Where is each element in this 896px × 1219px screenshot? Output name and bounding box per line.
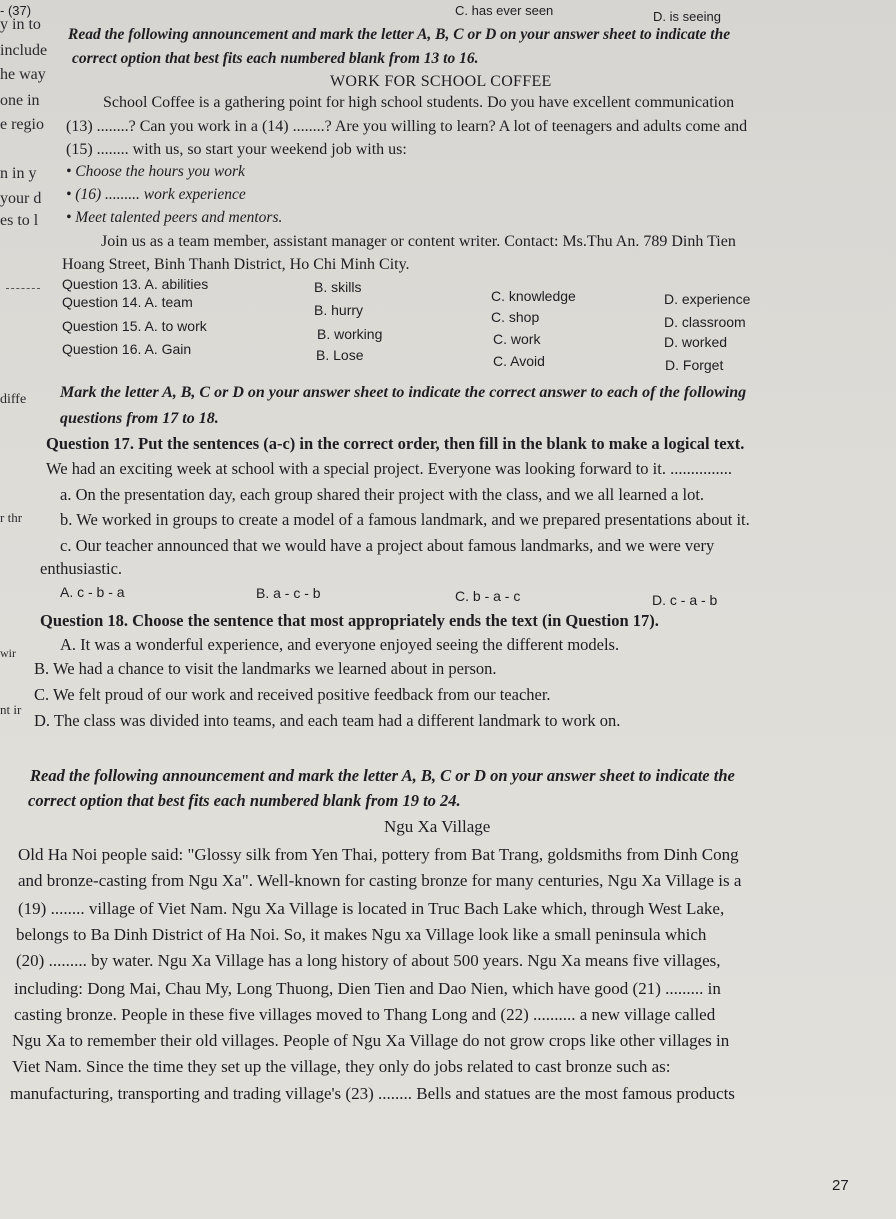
question-14-option-d: D. classroom — [664, 314, 746, 330]
question-17-option-d: D. c - a - b — [652, 592, 718, 608]
left-page-fragment: es to l — [0, 212, 39, 229]
page-number: 27 — [832, 1177, 849, 1194]
previous-option-c: C. has ever seen — [455, 3, 554, 18]
question-17-sentence-b: b. We worked in groups to create a model of a famous landmark, and we prepared presentations about it. — [60, 510, 750, 529]
section3-instruction: Read the following announcement and mark the letter A, B, C or D on your answer sheet to indicate the — [30, 766, 735, 785]
section3-paragraph-line: Ngu Xa to remember their old villages. People of Ngu Xa Village do not grow crops like other villages in — [12, 1031, 730, 1050]
question-17-sentence-c: c. Our teacher announced that we would have a project about famous landmarks, and we were very — [60, 536, 715, 555]
question-14-option-c: C. shop — [491, 309, 540, 325]
question-15-option-d: D. worked — [664, 334, 728, 350]
section3-paragraph-line: including: Dong Mai, Chau My, Long Thuong, Dien Tien and Dao Nien, which have good (21) ......... in — [14, 979, 721, 998]
section3-paragraph-line: Old Ha Noi people said: "Glossy silk from Yen Thai, pottery from Bat Trang, goldsmiths from Dinh Cong — [18, 845, 739, 864]
question-17-option-a: A. c - b - a — [60, 584, 125, 600]
left-page-fragment: wir — [0, 646, 16, 660]
section1-instruction-cont: correct option that best fits each numbered blank from 13 to 16. — [72, 50, 479, 67]
question-17-sentence-c-cont: enthusiastic. — [40, 559, 123, 578]
section3-title: Ngu Xa Village — [384, 817, 491, 836]
question-17-option-b: B. a - c - b — [256, 585, 321, 601]
question-17-option-c: C. b - a - c — [455, 588, 521, 604]
previous-question-number: - (37) — [0, 3, 32, 18]
section3-paragraph-line: belongs to Ba Dinh District of Ha Noi. So, it makes Ngu xa Village look like a small peninsula which — [16, 925, 707, 944]
section3-paragraph-line: casting bronze. People in these five villages moved to Thang Long and (22) .......... a new village called — [14, 1005, 716, 1024]
section1-bullet: • (16) ......... work experience — [66, 186, 246, 203]
left-page-fragment: diffe — [0, 392, 27, 407]
section3-paragraph-line: (19) ........ village of Viet Nam. Ngu Xa Village is located in Truc Bach Lake which, through West Lake, — [18, 899, 725, 918]
question-18-option-b: B. We had a chance to visit the landmarks we learned about in person. — [34, 659, 497, 678]
left-page-fragment: e regio — [0, 116, 44, 133]
section3-paragraph-line: manufacturing, transporting and trading village's (23) ........ Bells and statues are the most famous products — [10, 1084, 735, 1103]
question-14-option-b: B. hurry — [314, 302, 364, 318]
question-16: Question 16. A. Gain — [62, 341, 192, 357]
question-13-option-b: B. skills — [314, 279, 362, 295]
question-17-sentence-a: a. On the presentation day, each group shared their project with the class, and we all learned a lot. — [60, 485, 705, 504]
section1-contact-line: Hoang Street, Binh Thanh District, Ho Chi Minh City. — [62, 256, 410, 273]
left-page-fragment: one in — [0, 92, 40, 109]
question-17-intro: We had an exciting week at school with a special project. Everyone was looking forward to it. ............... — [46, 459, 732, 478]
section3-paragraph-line: (20) ......... by water. Ngu Xa Village has a long history of about 500 years. Ngu Xa means five villages, — [16, 951, 721, 970]
section1-title: WORK FOR SCHOOL COFFEE — [330, 73, 552, 90]
section1-bullet: • Meet talented peers and mentors. — [66, 209, 283, 226]
question-18-title: Question 18. Choose the sentence that most appropriately ends the text (in Question 17). — [40, 611, 659, 630]
section3-paragraph-line: and bronze-casting from Ngu Xa". Well-known for casting bronze for many centuries, Ngu Xa Village is a — [18, 871, 742, 890]
question-18-option-d: D. The class was divided into teams, and each team had a different landmark to work on. — [34, 711, 621, 730]
question-13: Question 13. A. abilities — [62, 276, 209, 292]
section2-instruction: Mark the letter A, B, C or D on your answer sheet to indicate the correct answer to each of the following — [60, 384, 747, 401]
section3-paragraph-line: Viet Nam. Since the time they set up the village, they only do jobs related to cast bronze such as: — [12, 1057, 671, 1076]
previous-option-d: D. is seeing — [653, 9, 721, 24]
left-page-fragment: n in y — [0, 165, 37, 182]
left-page-fragment: r thr — [0, 510, 23, 525]
section1-instruction: Read the following announcement and mark the letter A, B, C or D on your answer sheet to indicate the — [68, 26, 731, 43]
section1-paragraph-line: (15) ........ with us, so start your weekend job with us: — [66, 141, 407, 158]
question-17-title: Question 17. Put the sentences (a-c) in the correct order, then fill in the blank to make a logical text. — [46, 434, 745, 453]
question-16-option-c: C. Avoid — [493, 353, 545, 369]
section2-instruction-cont: questions from 17 to 18. — [60, 410, 219, 427]
section1-contact-line: Join us as a team member, assistant manager or content writer. Contact: Ms.Thu An. 789 Dinh Tien — [101, 233, 736, 250]
question-13-option-d: D. experience — [664, 291, 751, 307]
left-page-fragment: your d — [0, 190, 42, 207]
question-16-option-b: B. Lose — [316, 347, 364, 363]
fragment-rule — [6, 288, 40, 289]
section1-paragraph-line: School Coffee is a gathering point for high school students. Do you have excellent communication — [103, 94, 735, 111]
left-page-fragment: y in to — [0, 16, 41, 33]
section1-bullet: • Choose the hours you work — [66, 163, 245, 180]
question-14: Question 14. A. team — [62, 294, 193, 310]
question-15: Question 15. A. to work — [62, 318, 207, 334]
question-13-option-c: C. knowledge — [491, 288, 576, 304]
left-page-fragment: include — [0, 42, 48, 59]
question-18-option-c: C. We felt proud of our work and received positive feedback from our teacher. — [34, 685, 551, 704]
section3-instruction-cont: correct option that best fits each numbered blank from 19 to 24. — [28, 791, 461, 810]
question-18-option-a: A. It was a wonderful experience, and everyone enjoyed seeing the different models. — [60, 635, 620, 654]
question-15-option-b: B. working — [317, 326, 383, 342]
question-16-option-d: D. Forget — [665, 357, 724, 373]
section1-paragraph-line: (13) ........? Can you work in a (14) ........? Are you willing to learn? A lot of teenagers and adults come and — [66, 118, 748, 135]
question-15-option-c: C. work — [493, 331, 541, 347]
left-page-fragment: he way — [0, 66, 46, 83]
left-page-fragment: nt ir — [0, 702, 22, 717]
